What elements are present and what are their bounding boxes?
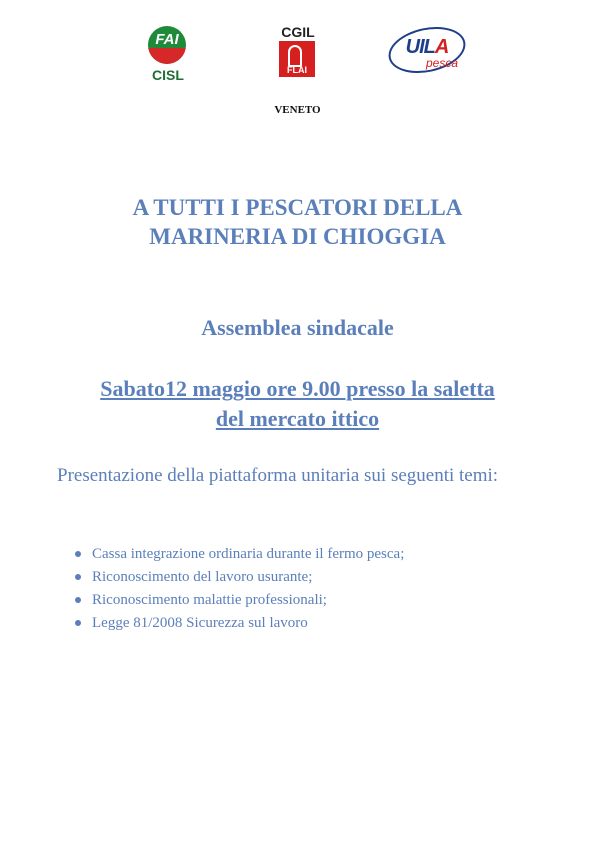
intro-paragraph: Presentazione della piattaforma unitaria sui seguenti temi: [57,465,499,486]
date-location [0,374,595,434]
topics-list [75,543,404,635]
list-item [75,589,404,612]
bullet-icon [75,574,81,580]
topic-text: Legge 81/2008 Sicurezza sul lavoro [92,615,308,631]
flai-box-icon [279,41,315,77]
topic-text: Cassa integrazione ordinaria durante il fermo pesca; [92,546,405,562]
bullet-icon [75,620,81,626]
bullet-icon [75,551,81,557]
page-title [0,193,595,251]
bullet-icon [75,597,81,603]
logos-header [0,22,595,84]
cisl-logo-text: CISL [152,67,184,83]
cgil-flai-logo [276,24,320,80]
list-item [75,566,404,589]
fai-logo-text: FAI [155,31,179,48]
title-line-2: MARINERIA DI CHIOGGIA [149,224,446,249]
topic-text: Riconoscimento malattie professionali; [92,592,327,608]
flai-logo-text: FLAI [287,65,307,75]
cgil-logo-text: CGIL [281,24,315,40]
title-line-1: A TUTTI I PESCATORI DELLA [132,195,463,220]
uila-a-logo-part: A [434,36,449,58]
date-line-1: Sabato12 maggio ore 9.00 presso la saletta [100,376,495,401]
list-item [75,612,404,635]
fai-cisl-logo [146,26,190,82]
region-label: VENETO [274,104,321,116]
assembly-subtitle: Assemblea sindacale [201,315,394,340]
uila-pesca-logo [386,24,468,80]
uil-logo-part: UIL [405,36,435,58]
topic-text: Riconoscimento del lavoro usurante; [92,569,313,585]
date-line-2: del mercato ittico [215,406,380,431]
list-item [75,543,404,566]
pesca-logo-text: pesca [426,56,459,70]
